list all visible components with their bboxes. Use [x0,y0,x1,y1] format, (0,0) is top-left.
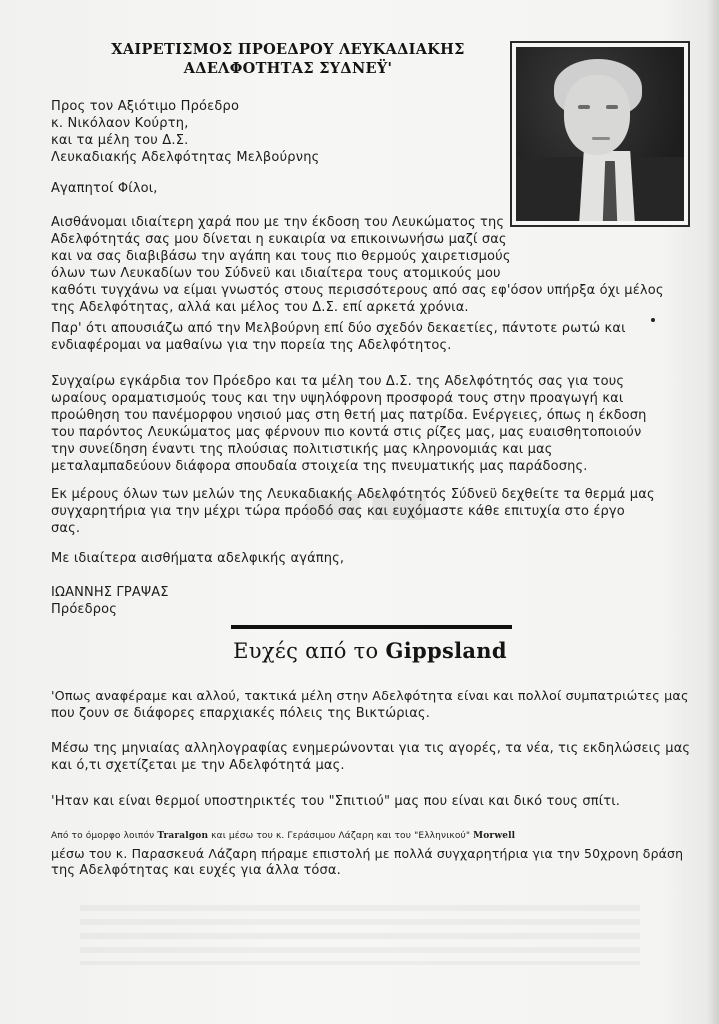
letter-paragraph-1 [51,214,664,316]
text-run: και μέσω του κ. Γεράσιμου Λάζαρη και του "Ελληνικού" [211,831,471,841]
letter-closing: Με ιδιαίτερα αισθήματα αδελφικής αγάπης, [51,551,345,566]
paragraph-line: Παρ' ότι απουσιάζω από την Μελβούρνη επί δύο σχεδόν δεκαετίες, πάντοτε ρωτώ και [51,321,626,336]
print-speck [651,318,655,322]
letter-signature [51,584,169,618]
text-run: Από το όμορφο λοιπόν [51,831,155,841]
portrait-image [516,47,684,221]
paragraph-line: της Αδελφότητας, αλλά και μέλος του Δ.Σ. επί αρκετά χρόνια. [51,300,469,315]
paragraph-line: όλων των Λευκαδίων του Σύδνεϋ και ιδιαίτερα τους ατομικούς μου [51,266,501,281]
section-paragraph-4 [51,828,683,879]
paragraph-line: ενδιαφέρομαι να μαθαίνω για την πορεία της Αδελφότητος. [51,338,452,353]
paragraph-line: και να σας διαβιβάσω την αγάπη και τους πιο θερμούς χαιρετισμούς [51,249,511,264]
portrait-eye [606,105,618,109]
section-paragraph-2 [51,740,690,774]
portrait-face [564,75,630,155]
letter-title-line: ΑΔΕΛΦΟΤΗΤΑΣ ΣΥΔΝΕΫ' [183,60,393,77]
paragraph-line: και ό,τι σχετίζεται με την Αδελφότητά μας. [51,758,345,773]
place-name-traralgon: Traralgon [157,831,209,841]
page-edge-shadow [707,0,719,1024]
letter-address [51,98,319,166]
portrait-photo [510,41,690,227]
letter-paragraph-2 [51,320,626,354]
paragraph-line: ωραίους οραματισμούς τους και την υψηλόφρονη προσφορά τους στην προαγωγή και [51,391,624,406]
paragraph-line: 'Οπως αναφέραμε και αλλού, τακτικά μέλη στην Αδελφότητα είναι και πολλοί συμπατριώτες μας [51,689,689,704]
paragraph-line: προώθηση του πανέμορφου νησιού μας στη θετή μας πατρίδα. Ενέργειες, όπως η έκδοση [51,408,647,423]
letter-title [88,40,488,78]
section-paragraph-1 [51,688,689,722]
bleed-through-texture: ▬▬ [300,460,433,542]
portrait-mouth [592,137,610,140]
paragraph-line: σας. [51,521,81,536]
bleed-through-texture [80,905,640,965]
letter-paragraph-3 [51,373,647,475]
paragraph-line: Αδελφότητάς σας μου δίνεται η ευκαιρία να επικοινωνήσω μαζί σας [51,232,507,247]
paragraph-line: μέσω του κ. Παρασκευά Λάζαρη πήραμε επιστολή με πολλά συγχαρητήρια για την 50χρονη δράση [51,846,684,861]
address-line: κ. Νικόλαον Κούρτη, [51,116,189,131]
paragraph-line: συγχαρητήρια για την μέχρι τώρα πρόοδό σας και ευχόμαστε κάθε επιτυχία στο έργο [51,504,625,519]
paragraph-line: καθότι τυγχάνω να είμαι γνωστός στους περισσότερους από σας εφ'όσον υπήρξα όχι μέλος [51,283,664,298]
paragraph-line: 'Ηταν και είναι θερμοί υποστηρικτές του "Σπιτιού" μας που είναι και δικό τους σπίτι. [51,794,621,809]
paragraph-line [51,828,683,845]
letter-paragraph-4 [51,486,655,537]
paragraph-line: μεταλαμπαδεύουν διάφορα σπουδαία στοιχεία της πνευματικής μας παράδοσης. [51,459,588,474]
paragraph-line: Μέσω της μηνιαίας αλληλογραφίας ενημερώνονται για τις αγορές, τα νέα, τις εκδηλώσεις μας [51,741,691,756]
section-title-place: Gippsland [385,638,507,663]
paragraph-line: του παρόντος Λευκώματος μας φέρνουν πιο κοντά στις ρίζες μας, μας ευαισθητοποιούν [51,425,642,440]
section-title [200,638,540,663]
place-name-morwell: Morwell [473,831,516,841]
paragraph-line: που ζουν σε διάφορες επαρχιακές πόλεις της Βικτώριας. [51,706,430,721]
address-line: Προς τον Αξιότιμο Πρόεδρο [51,99,240,114]
paragraph-line: της Αδελφότητας και ευχές για άλλα τόσα. [51,863,341,878]
paragraph-line: την συνείδηση έναντι της πλούσιας πολιτιστικής μας κληρονομιάς και μας [51,442,553,457]
letter-title-line: ΧΑΙΡΕΤΙΣΜΟΣ ΠΡΟΕΔΡΟΥ ΛΕΥΚΑΔΙΑΚΗΣ [111,41,465,58]
letter-salutation: Αγαπητοί Φίλοι, [51,181,158,196]
address-line: και τα μέλη του Δ.Σ. [51,133,189,148]
paragraph-line: Συγχαίρω εγκάρδια τον Πρόεδρο και τα μέλη του Δ.Σ. της Αδελφότητός σας για τους [51,374,625,389]
section-divider [231,625,512,629]
section-paragraph-3 [51,793,620,810]
signature-name: ΙΩΑΝΝΗΣ ΓΡΑΨΑΣ [51,585,169,600]
portrait-eye [578,105,590,109]
paragraph-line: Αισθάνομαι ιδιαίτερη χαρά που με την έκδοση του Λευκώματος της [51,215,505,230]
signature-role: Πρόεδρος [51,602,117,617]
address-line: Λευκαδιακής Αδελφότητας Μελβούρνης [51,150,320,165]
section-title-greek: Ευχές από το [233,639,379,663]
paragraph-line: Εκ μέρους όλων των μελών της Λευκαδιακής Αδελφότητός Σύδνεϋ δεχθείτε τα θερμά μας [51,487,655,502]
